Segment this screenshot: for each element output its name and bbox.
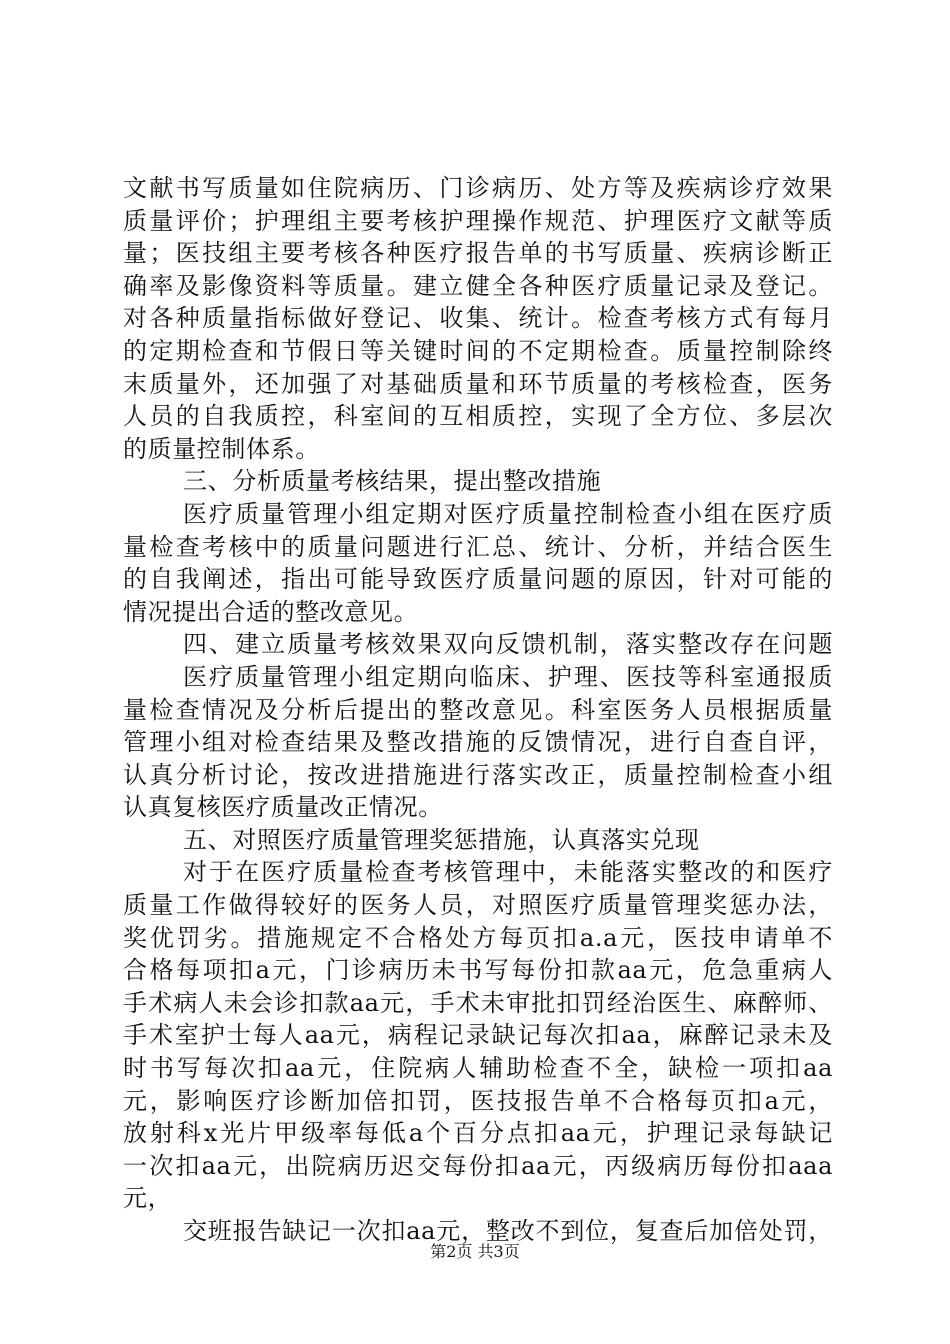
body-line: 末质量外，还加强了对基础质量和环节质量的考核检查，医务 [123, 369, 833, 398]
body-line: 质量评价；护理组主要考核护理操作规范、护理医疗文献等质 [123, 206, 833, 235]
section-heading: 五、对照医疗质量管理奖惩措施，认真落实兑现 [183, 825, 700, 854]
body-line: 手术室护士每人aa元，病程记录缺记每次扣aa，麻醉记录未及 [123, 1021, 833, 1050]
body-line: 确率及影像资料等质量。建立健全各种医疗质量记录及登记。 [123, 271, 833, 300]
body-line: 奖优罚劣。措施规定不合格处方每页扣a.a元，医技申请单不 [123, 923, 833, 952]
body-line: 手术病人未会诊扣款aa元，手术未审批扣罚经治医生、麻醉师、 [123, 988, 833, 1017]
body-line: 元，影响医疗诊断加倍扣罚，医技报告单不合格每页扣a元， [123, 1086, 833, 1115]
body-line: 认真分析讨论，按改进措施进行落实改正，质量控制检查小组 [123, 760, 833, 789]
document-body [123, 172, 833, 1248]
section-heading: 四、建立质量考核效果双向反馈机制，落实整改存在问题 [183, 630, 833, 659]
body-line: 交班报告缺记一次扣aa元，整改不到位，复查后加倍处罚， [183, 1217, 833, 1245]
body-line: 合格每项扣a元，门诊病历未书写每份扣款aa元，危急重病人 [123, 956, 833, 985]
page-footer: 第2页 共3页 [430, 1242, 520, 1261]
body-line: 量检查考核中的质量问题进行汇总、统计、分析，并结合医生 [123, 532, 833, 561]
body-line: 量检查情况及分析后提出的整改意见。科室医务人员根据质量 [123, 695, 833, 724]
body-line: 量；医技组主要考核各种医疗报告单的书写质量、疾病诊断正 [123, 239, 833, 268]
section-heading: 三、分析质量考核结果，提出整改措施 [183, 467, 602, 496]
body-line: 的自我阐述，指出可能导致医疗质量问题的原因，针对可能的 [123, 565, 833, 594]
body-line: 时书写每次扣aa元，住院病人辅助检查不全，缺检一项扣aa [123, 1054, 833, 1083]
body-line: 人员的自我质控，科室间的互相质控，实现了全方位、多层次 [123, 402, 833, 431]
body-line: 情况提出合适的整改意见。 [123, 597, 419, 626]
body-line: 认真复核医疗质量改正情况。 [123, 793, 443, 822]
body-line: 文献书写质量如住院病历、门诊病历、处方等及疾病诊疗效果 [123, 174, 833, 202]
body-line: 的质量控制体系。 [123, 434, 320, 463]
body-line: 放射科x光片甲级率每低a个百分点扣aa元，护理记录每缺记 [123, 1119, 833, 1148]
body-line: 质量工作做得较好的医务人员，对照医疗质量管理奖惩办法， [123, 891, 833, 920]
body-line: 一次扣aa元，出院病历迟交每份扣aa元，丙级病历每份扣aaa [123, 1151, 833, 1180]
body-line: 管理小组对检查结果及整改措施的反馈情况，进行自查自评， [123, 728, 833, 757]
body-line: 对各种质量指标做好登记、收集、统计。检查考核方式有每月 [123, 304, 833, 333]
body-line: 元， [123, 1184, 173, 1213]
body-line: 医疗质量管理小组定期对医疗质量控制检查小组在医疗质 [183, 499, 833, 528]
body-line: 对于在医疗质量检查考核管理中，未能落实整改的和医疗 [183, 858, 833, 887]
body-line: 医疗质量管理小组定期向临床、护理、医技等科室通报质 [183, 662, 833, 691]
body-line: 的定期检查和节假日等关键时间的不定期检查。质量控制除终 [123, 336, 833, 365]
